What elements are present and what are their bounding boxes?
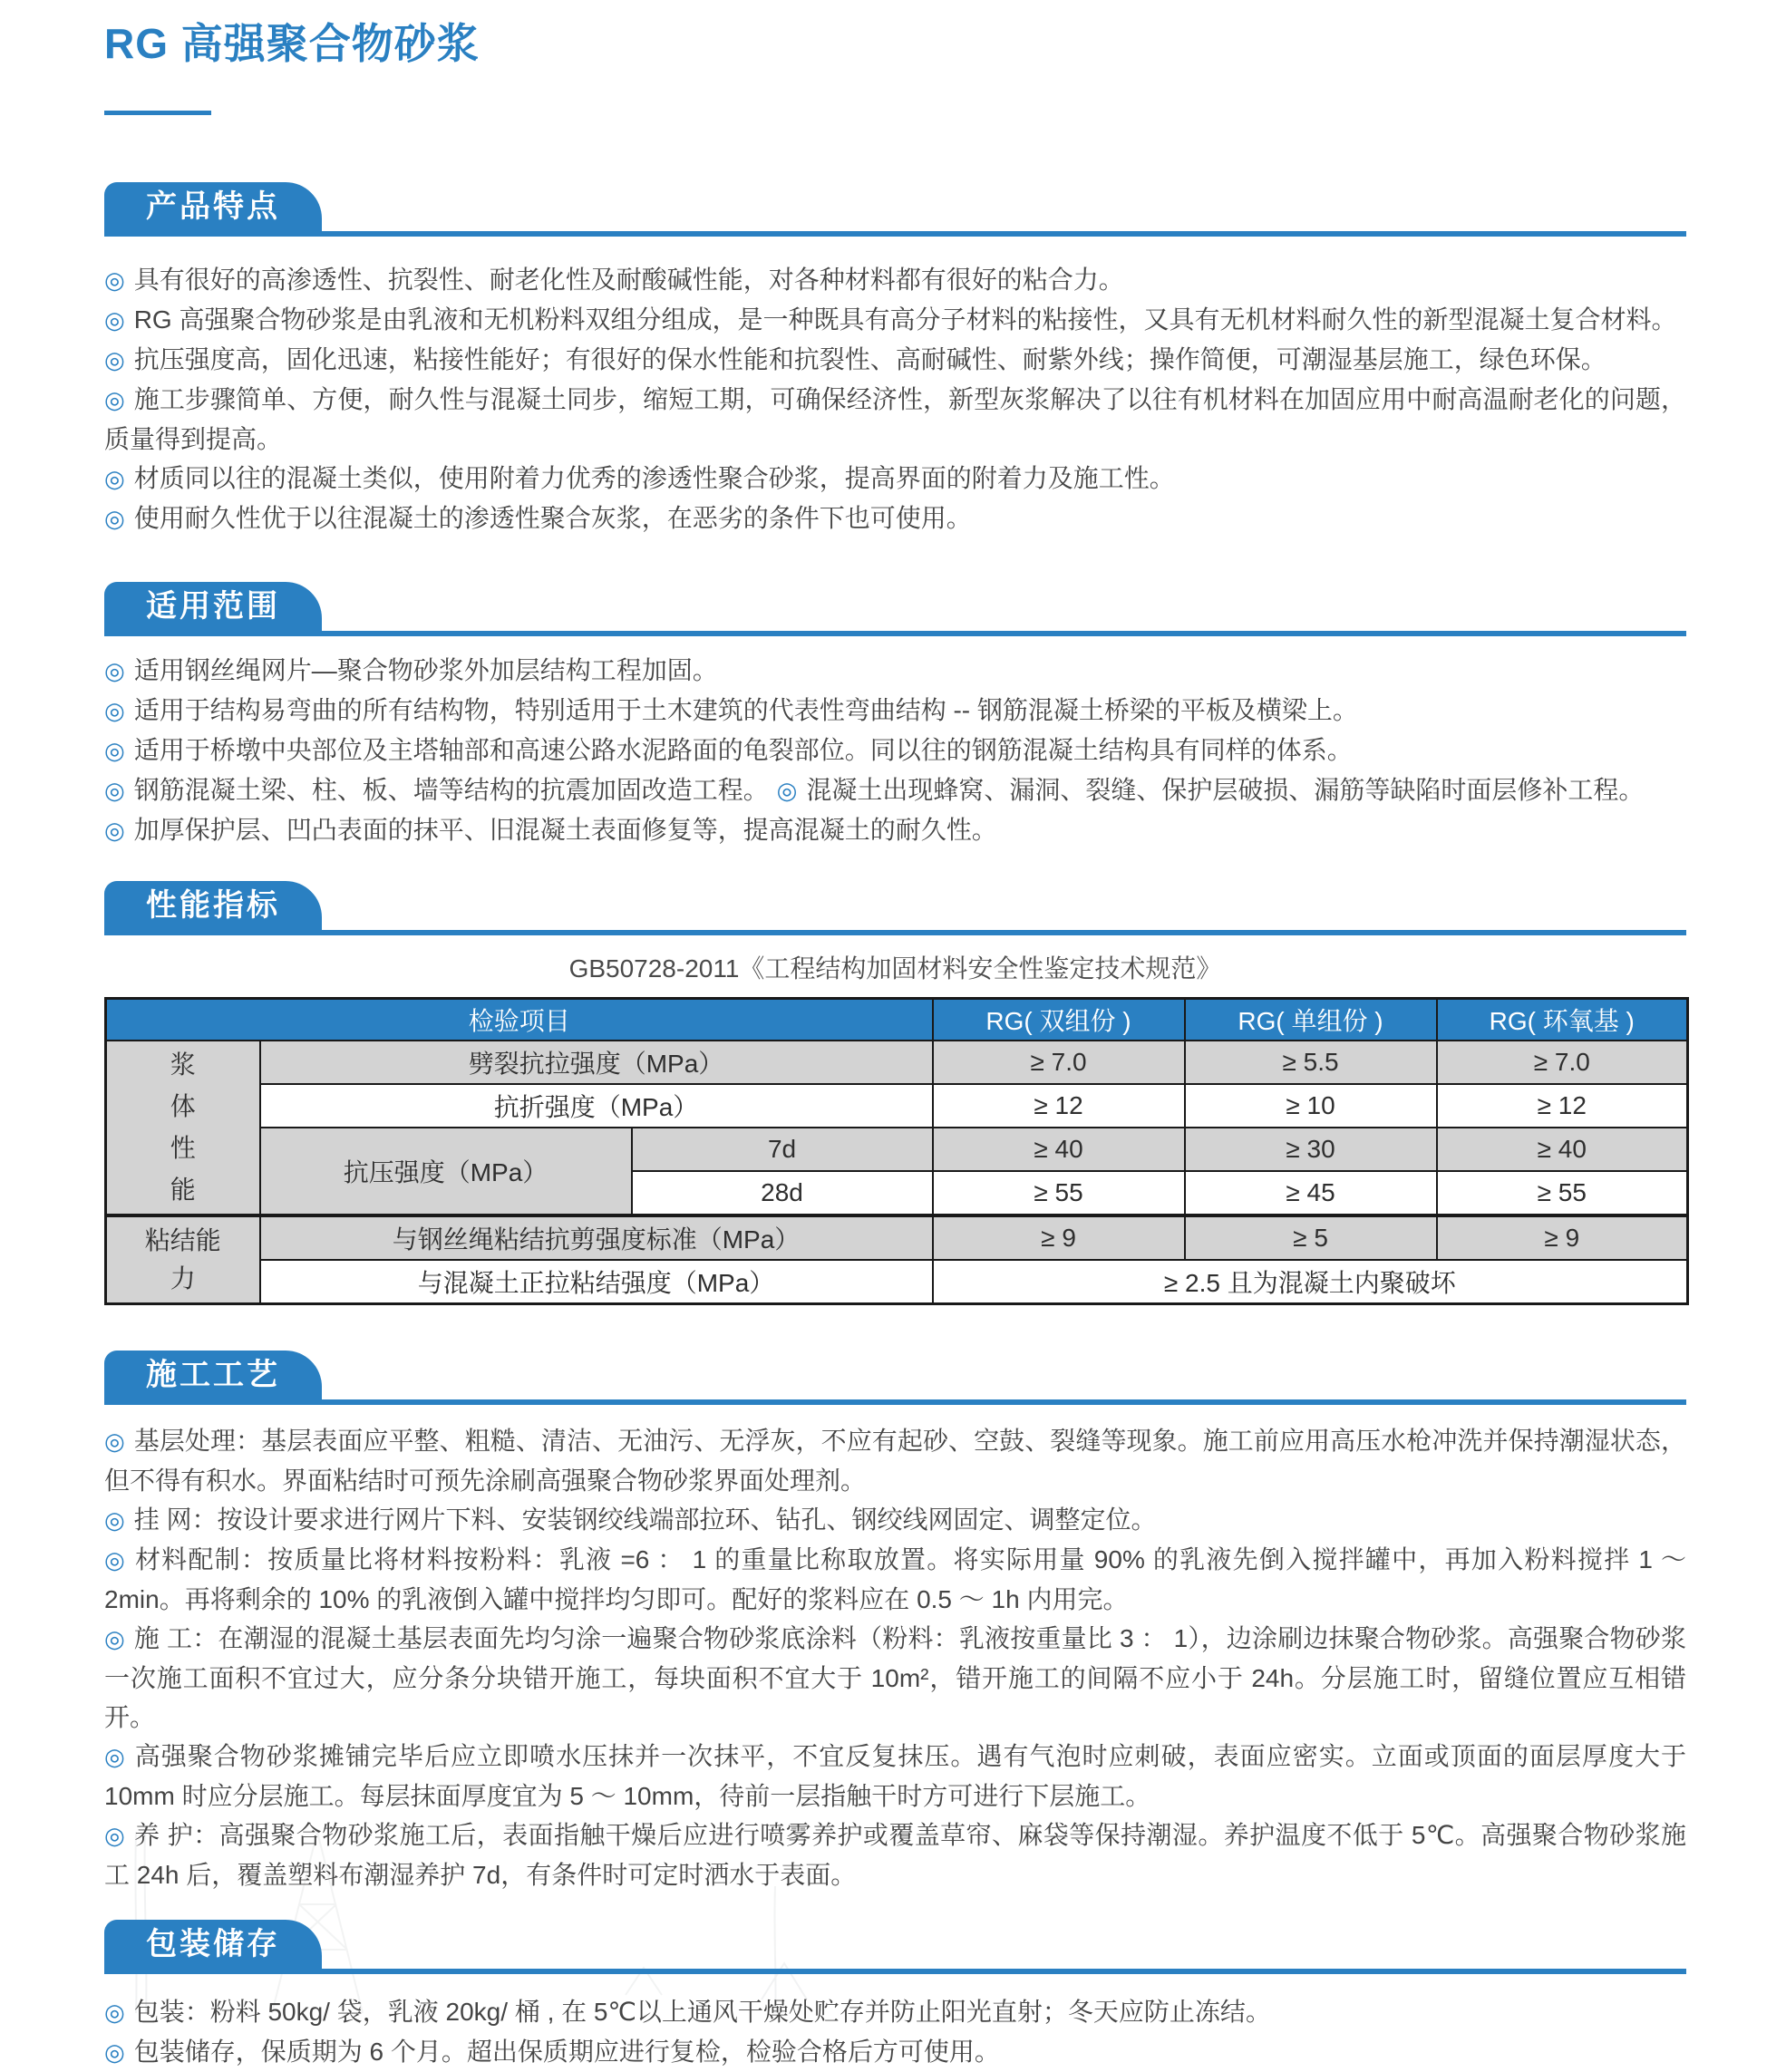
cell-value-merged: ≥ 2.5 且为混凝土内聚破坏 [933, 1260, 1688, 1304]
bullseye-icon: ◎ [104, 306, 125, 334]
section-performance [104, 881, 1686, 1305]
list-item [104, 1737, 1686, 1815]
row-label: 与混凝土正拉粘结强度（MPa） [260, 1260, 933, 1304]
list-item [104, 1619, 1686, 1737]
list-item-text: 施工步骤简单、方便，耐久性与混凝土同步，缩短工期，可确保经济性，新型灰浆解决了以往有机材料在加固应用中耐高温耐老化的问题，质量得到提高。 [104, 385, 1686, 453]
list-item [104, 1992, 1686, 2032]
section-rule [104, 1399, 1686, 1405]
bullseye-icon: ◎ [104, 737, 125, 764]
page-title: RG 高强聚合物砂浆 [104, 20, 480, 67]
cell-value: ≥ 7.0 [933, 1041, 1185, 1084]
cell-value: ≥ 10 [1185, 1084, 1437, 1128]
list-item-text: 适用于桥墩中央部位及主塔轴部和高速公路水泥路面的龟裂部位。同以往的钢筋混凝土结构具有同样的体系。 [133, 736, 1353, 764]
row-sublabel: 28d [632, 1171, 933, 1215]
column-header-item: 检验项目 [106, 999, 933, 1041]
list-item-text: 材质同以往的混凝土类似，使用附着力优秀的渗透性聚合砂浆，提高界面的附着力及施工性。 [133, 464, 1175, 492]
cell-value: ≥ 12 [933, 1084, 1185, 1128]
table-row [106, 1128, 1688, 1171]
section-rule [104, 631, 1686, 636]
section-tab-packaging [104, 1920, 322, 1969]
section-header-packaging [104, 1920, 1686, 1974]
list-item [104, 770, 777, 810]
column-header-rg1: RG( 单组份 ) [1185, 999, 1437, 1041]
list-item-text: 适用钢丝绳网片—聚合物砂浆外加层结构工程加固。 [133, 656, 718, 684]
list-item [104, 260, 1686, 300]
list-item [104, 810, 1686, 850]
list-item-text: 包装：粉料 50kg/ 袋，乳液 20kg/ 桶 , 在 5℃以上通风干燥处贮存并防止阳光直射；冬天应防止冻结。 [133, 1998, 1271, 2026]
list-item-text: 包装储存，保质期为 6 个月。超出保质期应进行复检，检验合格后方可使用。 [133, 2038, 1000, 2066]
bullseye-icon: ◎ [104, 346, 125, 373]
table-row [106, 1041, 1688, 1084]
list-item-text: 高强聚合物砂浆摊铺完毕后应立即喷水压抹并一次抹平，不宜反复抹压。遇有气泡时应刺破，表面应密实。立面或顶面的面层厚度大于 10mm 时应分层施工。每层抹面厚度宜为 5 ～ 10mm，待前一层指触干时方可进行下层施工。 [104, 1742, 1687, 1810]
section-header-performance [104, 881, 1686, 935]
cell-value: ≥ 55 [933, 1171, 1185, 1215]
row-group-label: 粘结能力 [106, 1215, 260, 1304]
bullseye-icon: ◎ [776, 777, 798, 804]
cell-value: ≥ 55 [1437, 1171, 1688, 1215]
list-item [104, 651, 1686, 691]
bullseye-icon: ◎ [104, 266, 125, 294]
section-tab-process [104, 1351, 322, 1399]
list-item [104, 300, 1686, 340]
cell-value: ≥ 45 [1185, 1171, 1437, 1215]
table-caption: GB50728-2011《工程结构加固材料安全性鉴定技术规范》 [568, 954, 1222, 983]
table-row [106, 1215, 1688, 1260]
row-group-label: 浆体性能 [106, 1041, 260, 1215]
list-item [104, 1540, 1686, 1619]
bullseye-icon: ◎ [104, 1743, 126, 1770]
row-label: 抗压强度（MPa） [260, 1128, 632, 1215]
list-item-text: 加厚保护层、凹凸表面的抹平、旧混凝土表面修复等，提高混凝土的耐久性。 [133, 816, 997, 844]
section-tab-scope [104, 582, 322, 631]
section-header-features [104, 182, 1686, 237]
column-header-rg-epoxy: RG( 环氧基 ) [1437, 999, 1688, 1041]
list-item [104, 380, 1686, 459]
section-heading: 性能指标 [146, 888, 280, 923]
bullseye-icon: ◎ [104, 817, 125, 844]
section-rule [104, 231, 1686, 237]
section-scope [104, 582, 1686, 850]
section-heading: 施工工艺 [146, 1358, 280, 1392]
list-item-text: 具有很好的高渗透性、抗裂性、耐老化性及耐酸碱性能，对各种材料都有很好的粘合力。 [133, 266, 1124, 294]
cell-value: ≥ 40 [1437, 1128, 1688, 1171]
section-packaging [104, 1920, 1686, 2072]
row-label: 劈裂抗拉强度（MPa） [260, 1041, 933, 1084]
section-tab-performance [104, 881, 322, 930]
bullseye-icon: ◎ [104, 777, 125, 804]
list-item [104, 1421, 1686, 1500]
performance-table [104, 997, 1689, 1305]
bullseye-icon: ◎ [104, 1428, 125, 1455]
row-label: 抗折强度（MPa） [260, 1084, 933, 1128]
cell-value: ≥ 5.5 [1185, 1041, 1437, 1084]
bullseye-icon: ◎ [104, 1625, 125, 1652]
bullseye-icon: ◎ [104, 465, 125, 492]
list-item [104, 1815, 1686, 1894]
section-heading: 适用范围 [146, 589, 280, 624]
features-bullet-list [104, 260, 1686, 538]
cell-value: ≥ 9 [1437, 1215, 1688, 1260]
section-rule [104, 1969, 1686, 1974]
list-item-pair [104, 770, 1686, 810]
section-tab-features [104, 182, 322, 231]
cell-value: ≥ 30 [1185, 1128, 1437, 1171]
list-item-text: 基层处理：基层表面应平整、粗糙、清洁、无油污、无浮灰，不应有起砂、空鼓、裂缝等现象。施工前应用高压水枪冲洗并保持潮湿状态，但不得有积水。界面粘结时可预先涂刷高强聚合物砂浆界面处理剂。 [104, 1427, 1686, 1495]
bullseye-icon: ◎ [104, 505, 125, 532]
list-item-text: 混凝土出现蜂窝、漏洞、裂缝、保护层破损、漏筋等缺陷时面层修补工程。 [806, 776, 1645, 804]
table-header-row [106, 999, 1688, 1041]
section-rule [104, 930, 1686, 935]
list-item [104, 691, 1686, 731]
cell-value: ≥ 9 [933, 1215, 1185, 1260]
section-heading: 产品特点 [146, 189, 280, 224]
list-item-text: 抗压强度高，固化迅速，粘接性能好；有很好的保水性能和抗裂性、高耐碱性、耐紫外线；操作简便，可潮湿基层施工，绿色环保。 [133, 345, 1606, 373]
bullseye-icon: ◎ [104, 1822, 126, 1849]
section-heading: 包装储存 [146, 1927, 280, 1961]
list-item [104, 459, 1686, 499]
list-item-text: RG 高强聚合物砂浆是由乳液和无机粉料双组分组成，是一种既具有高分子材料的粘接性，又具有无机材料耐久性的新型混凝土复合材料。 [133, 305, 1677, 334]
cell-value: ≥ 5 [1185, 1215, 1437, 1260]
list-item [104, 499, 1686, 538]
column-header-rg2: RG( 双组份 ) [933, 999, 1185, 1041]
bullseye-icon: ◎ [104, 657, 125, 684]
list-item-text: 养 护：高强聚合物砂浆施工后，表面指触干燥后应进行喷雾养护或覆盖草帘、麻袋等保持潮湿。养护温度不低于 5℃。高强聚合物砂浆施工 24h 后，覆盖塑料布潮湿养护 7d，有条件时可定时洒水于表面。 [104, 1821, 1686, 1889]
list-item [104, 340, 1686, 380]
list-item-text: 挂 网：按设计要求进行网片下料、安装钢绞线端部拉环、钻孔、钢绞线网固定、调整定位。 [133, 1506, 1157, 1534]
list-item-text: 使用耐久性优于以往混凝土的渗透性聚合灰浆，在恶劣的条件下也可使用。 [133, 504, 972, 532]
bullseye-icon: ◎ [104, 1546, 126, 1573]
list-item [777, 770, 1686, 810]
list-item-text: 适用于结构易弯曲的所有结构物，特别适用于土木建筑的代表性弯曲结构 -- 钢筋混凝土桥梁的平板及横梁上。 [133, 696, 1358, 724]
list-item-text: 施 工：在潮湿的混凝土基层表面先均匀涂一遍聚合物砂浆底涂料（粉料：乳液按重量比 3 ： 1），边涂刷边抹聚合物砂浆。高强聚合物砂浆一次施工面积不宜过大，应分条分块错开施工，每块面积不宜大于 10m²，错开施工的间隔不应小于 24h。分层施工时，留缝位置应互相错开。 [104, 1624, 1686, 1731]
bullseye-icon: ◎ [104, 2038, 125, 2066]
list-item-text: 钢筋混凝土梁、柱、板、墙等结构的抗震加固改造工程。 [133, 776, 769, 804]
bullseye-icon: ◎ [104, 1999, 125, 2026]
row-sublabel: 7d [632, 1128, 933, 1171]
bullseye-icon: ◎ [104, 1506, 125, 1534]
list-item [104, 1500, 1686, 1540]
scope-bullet-list [104, 651, 1686, 850]
cell-value: ≥ 7.0 [1437, 1041, 1688, 1084]
list-item-text: 材料配制：按质量比将材料按粉料：乳液 =6 ： 1 的重量比称取放置。将实际用量 90% 的乳液先倒入搅拌罐中，再加入粉料搅拌 1 ～ 2min。再将剩余的 10% 的乳液倒入罐中搅拌均匀即可。配好的浆料应在 0.5 ～ 1h 内用完。 [104, 1545, 1686, 1613]
process-bullet-list [104, 1421, 1686, 1894]
section-header-process [104, 1351, 1686, 1405]
table-row [106, 1260, 1688, 1304]
cell-value: ≥ 40 [933, 1128, 1185, 1171]
list-item [104, 731, 1686, 770]
packaging-bullet-list [104, 1992, 1686, 2072]
section-features [104, 182, 1686, 538]
section-process [104, 1351, 1686, 1894]
table-row [106, 1084, 1688, 1128]
row-label: 与钢丝绳粘结抗剪强度标准（MPa） [260, 1215, 933, 1260]
title-accent-rule [104, 111, 211, 115]
cell-value: ≥ 12 [1437, 1084, 1688, 1128]
section-header-scope [104, 582, 1686, 636]
bullseye-icon: ◎ [104, 386, 125, 413]
bullseye-icon: ◎ [104, 697, 125, 724]
list-item [104, 2032, 1686, 2072]
